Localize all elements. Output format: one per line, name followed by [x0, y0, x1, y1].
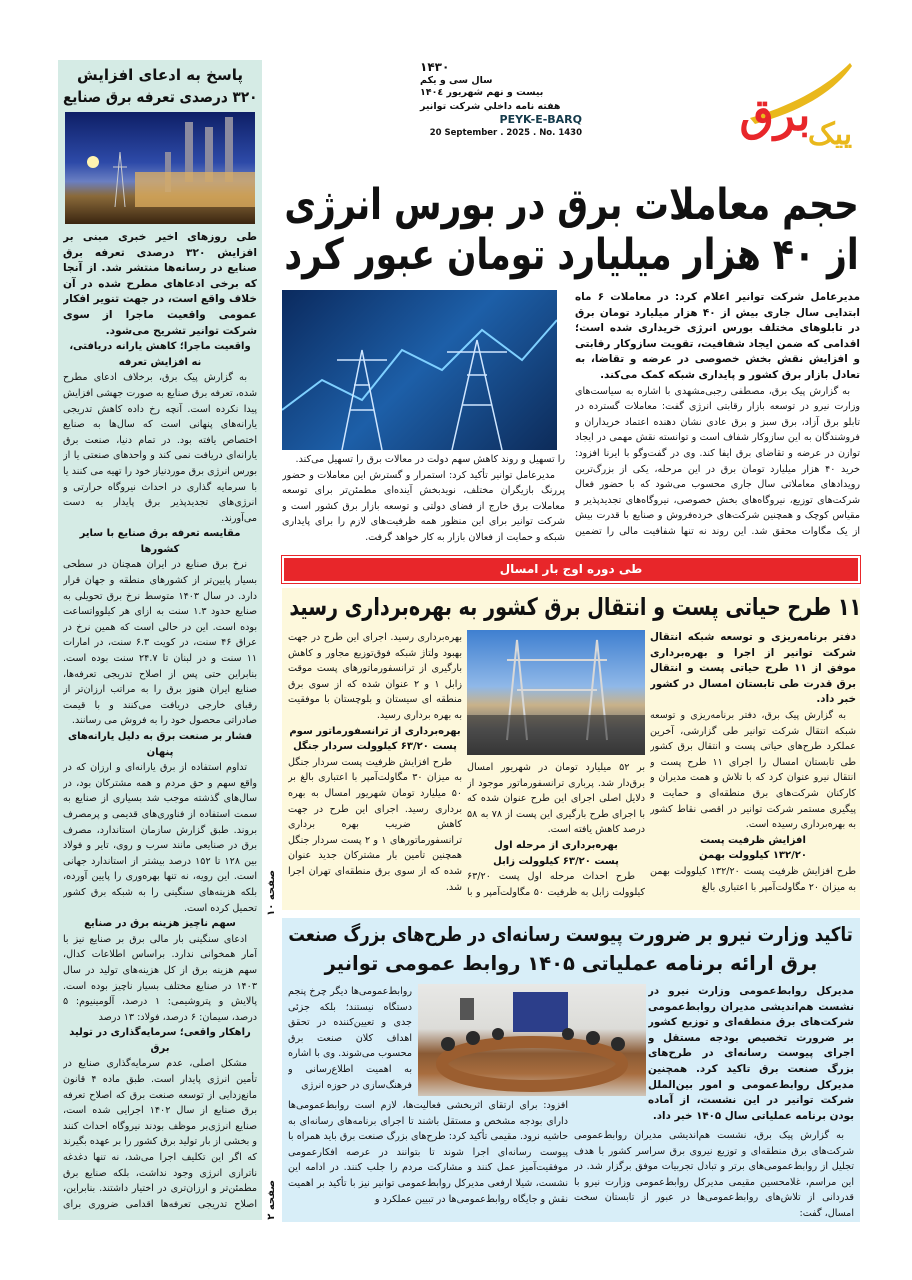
story1-continued-column	[282, 452, 565, 546]
story1-lead-column	[575, 290, 860, 540]
story2-paragraph: طرح افزایش ظرفیت پست ۱۳۲/۲۰ کیلوولت بهمن به میزان ۲۰ مگاولت‌آمپر با اعتباری بالغ	[650, 865, 856, 893]
sidebar-body	[63, 230, 257, 1212]
story2-box	[282, 588, 860, 910]
sidebar-subheading: واقعیت ماجرا؛ کاهش یارانه دریافتی،	[69, 341, 251, 353]
sidebar-article	[58, 60, 262, 1220]
main-headline-line-1: حجم معاملات برق در بورس انرژی	[284, 180, 860, 230]
svg-text:برق: برق	[739, 90, 811, 141]
page-label-2[interactable]: صفحه ۲	[266, 1180, 277, 1220]
date-en: 20 September . 2025 . No. 1430	[429, 128, 582, 138]
date-fa: بیست و نهم شهریور ۱۴۰٤	[420, 87, 544, 98]
main-headline[interactable]	[282, 180, 862, 280]
story3-headline[interactable]	[286, 920, 856, 978]
story2-subheading: بهره‌برداری از مرحله اول	[494, 839, 618, 851]
power-plant-photo	[65, 112, 255, 224]
sidebar-title[interactable]	[62, 64, 258, 108]
sidebar-subheading: سهم ناچیز هزینه برق در صنایع	[84, 918, 236, 930]
sidebar-title-line-2: ۳۲۰ درصدی تعرفه برق صنایع	[62, 88, 258, 106]
conference-table-icon	[418, 984, 646, 1096]
power-towers-photo	[282, 290, 557, 450]
issue-number: ۱۴۳۰	[420, 60, 450, 74]
story2-middle-column	[467, 760, 645, 900]
story2-paragraph: طرح افزایش ظرفیت پست سردار جنگل به میزان ۳۰ مگاولت‌آمپر با اعتباری بالغ بر ۵۰ میلیارد تومان شهریور امسال به بهره برداری رسید. اجرای این طرح در جهت کاهش ضریب بهره برداری ترانسفورماتورهای ۱ و ۲ پست سردار جنگل همچنین تامین بار مشترکان جدید عنوان شده که از سوی برق منطقه‌ای تهران اجرا شد.	[288, 756, 462, 893]
substation-structure-icon	[467, 630, 645, 755]
transmission-tower-icon	[282, 290, 557, 450]
meeting-photo	[418, 984, 646, 1096]
page-label-10[interactable]: صفحه ۱۰	[266, 870, 277, 916]
story3-left-top: روابط‌عمومی‌ها دیگر چرخ پنجم دستگاه نیستند؛ بلکه جزئی جدی و تعیین‌کننده در تحقق اهداف کلان صنعت برق محسوب می‌شوند. وی با اشاره به اهمیت اطلاع‌رسانی و فرهنگ‌سازی در حوزه انرژی	[288, 986, 412, 1091]
story2-right-column	[650, 630, 856, 895]
story2-paragraph: طرح احداث مرحله اول پست ۶۳/۲۰ کیلوولت زابل به ظرفیت ۵۰ مگاولت‌آمپر و با	[467, 871, 645, 898]
story1-body: به گزارش پیک برق، مصطفی رجبی‌مشهدی با اشاره به سیاست‌های وزارت نیرو در توسعه بازار رقابتی انرژی گفت: معاملات گسترده در تابلو برق آزاد، برق سبز و برق عادی نشان دهنده اعتماد خریداران و فروشندگان به این سازوکار شفاف است و توانسته نقش مهمی در ایجاد توازن در عرضه و تقاضای برق ایفا کند. وی در گفت‌وگو با ایرنا افزود: خرید ۴۰ هزار میلیارد تومان برق در این مرحله، یکی از بزرگ‌ترین رویدادهای معاملاتی سال جاری محسوب می‌شود که با حضور فعال شرکت‌های توزیع، نیروگاه‌های بخش خصوصی، نیروگاه‌های تجدیدپذیر و مقیاس کوچک و همچنین شرکت‌های خرده‌فروش و صنایع با قدرت بیش از یک مگاوات محقق شد. این روند نه تنها شفافیت مالی را تضمین	[575, 385, 860, 537]
story3-headline-line-2: برق ارائه برنامه عملیاتی ۱۴۰۵ روابط عمومی توانیر	[324, 952, 818, 975]
story2-subheading: پست ۶۳/۲۰ کیلوولت سردار جنگل	[293, 741, 457, 753]
story2-paragraph: به گزارش پیک برق، دفتر برنامه‌ریزی و توسعه شبکه انتقال شرکت توانیر طی گزارشی، آخرین عملکرد طرح‌های حیاتی پست و انتقال برق کشور طی تابستان امسال را اجرای ۱۱ طرح پست و انتقال نیرو عنوان کرد که با تلاش و همت مدیران و کارکنان شرکت‌های برق منطقه‌ای و حمایت و پیگیری مستمر شرکت توانیر در اقصی نقاط کشور به بهره‌برداری رسیده است.	[650, 709, 856, 831]
story2-headline[interactable]: ۱۱ طرح حیاتی پست و انتقال برق کشور به بهره‌برداری رسید	[289, 593, 861, 621]
story2-lead: دفتر برنامه‌ریزی و توسعه شبکه انتقال شرکت توانیر از اجرا و بهره‌برداری موفق از ۱۱ طرح حیاتی پست و انتقال برق قدرت طی تابستان امسال در کشور خبر داد.	[650, 631, 856, 706]
sidebar-paragraph: مشکل اصلی، عدم سرمایه‌گذاری صنایع در تأمین انرژی پایدار است. طبق ماده ۴ قانون مانع‌زدایی از توسعه صنعت برق که اصلاح تعرفه برق صنایع از سال ۱۴۰۲ اجرایی شده است، صنایع انرژی‌بر موظف بودند نیروگاه احداث کنند و بخشی از بار تولید برق کشور را بر عهده بگیرند که اگر این تکلیف اجرا می‌شد، نه تنها دغدغه ناترازی انرژی وجود نداشت، بلکه صنایع برق مطمئن‌تر و ارزان‌تری در اختیار داشتند. بنابراین، اصلاح تدریجی تعرفه‌ها اقدامی ضروری برای	[63, 1058, 257, 1210]
sidebar-subheading: راهکار واقعی؛ سرمایه‌گذاری در تولید برق	[69, 1027, 251, 1054]
story1-paragraph: مدیرعامل توانیر تأکید کرد: استمرار و گسترش این معاملات و حضور پررنگ بازیگران مختلف، نویدبخش آینده‌ای مطمئن‌تر برای توسعه معاملات برق خارج از فضای دولتی و توسعه بازار برق کشور است و شرکت توانیر برای این منظور همه ظرفیت‌های لازم را برای پایداری شبکه و حمایت از فعالان بازار به کار خواهد گرفت.	[282, 469, 565, 543]
sidebar-paragraph: به گزارش پیک برق، برخلاف ادعای مطرح شده، تعرفه برق صنایع به صورت جهشی افزایش پیدا نکرده است. آنچه رخ داده کاهش تدریجی یارانه‌های پنهانی است که سال‌ها به صنایع اختصاص یافته بود. در تمام دنیا، صنعت برق یارانه‌ای دریافت نمی کند و واحدهای صنعتی یا از بورس انرژی برق موردنیاز خود را تهیه می کنند یا با سرمایه گذاری در احداث نیروگاه حرارتی و انرژی‌های تجدیدپذیر برق پایدار به دست می‌آورند.	[63, 372, 257, 524]
main-headline-line-2: از ۴۰ هزار میلیارد تومان عبور کرد	[284, 230, 860, 280]
power-plant-icon	[65, 112, 255, 224]
sidebar-paragraph: ادعای سنگینی بار مالی برق بر صنایع نیز با آمار همخوانی ندارد. براساس اطلاعات کدال، سهم هزینه برق از کل هزینه‌های تولید در سال ۱۴۰۳ در صنایع مختلف بسیار ناچیز بوده است. پالایش و پتروشیمی: ۱ درصد، آلومینیوم: ۵ درصد، سیمان: ۶ درصد، فولاد: ۱۳ درصد	[63, 933, 257, 1023]
story2-paragraph: بر ۵۲ میلیارد تومان در شهریور امسال برق‌دار شد. پرباری ترانسفورماتور موجود از دلایل اصلی اجرای این طرح عنوان شده که با اجرای طرح بارگیری این پست از ۷۸ به ۵۸ درصد کاهش یافته است.	[467, 762, 645, 836]
story2-left-column	[288, 630, 462, 895]
story2-subheading: ۱۳۲/۲۰ کیلوولت بهمن	[699, 850, 807, 862]
story2-subheading: پست ۶۳/۲۰ کیلوولت زابل	[493, 855, 619, 867]
peyk-e-barq-logo	[680, 58, 855, 148]
sidebar-subheading: فشار بر صنعت برق به دلیل یارانه‌های پنهان	[67, 731, 253, 758]
publication-name: هفته نامه داخلي شركت توانير	[420, 101, 561, 112]
logo-swoosh-icon	[680, 58, 855, 148]
story3-box	[282, 918, 860, 1222]
sidebar-subheading: مقایسه تعرفه برق صنایع با سایر کشورها	[79, 528, 241, 555]
story3-lead: مدیرکل روابط‌عمومی وزارت نیرو در نشست هم‌اندیشی مدیران روابط‌عمومی شرکت‌های برق منطقه‌ای و توزیع کشور بر ضرورت تخصیص بودجه مستقل و اجرای پیوست رسانه‌ای در طرح‌های بزرگ صنعت برق تاکید کرد. همچنین مدیرکل روابط‌عمومی و امور بین‌الملل شرکت توانیر در این نشست، از آماده بودن برنامه عملیاتی سال ۱۴۰۵ خبر داد.	[648, 985, 854, 1122]
sidebar-title-line-1: پاسخ به ادعای افزایش	[77, 66, 243, 84]
year-line: سال سی و یکم	[420, 75, 493, 86]
story3-headline-line-1: تاکید وزارت نیرو بر ضرورت پیوست رسانه‌ای در طرح‌های بزرگ صنعت	[288, 923, 854, 946]
sidebar-lead: طی روزهای اخیر خبری مبنی بر افزایش ۳۲۰ درصدی تعرفه برق صنایع در رسانه‌ها منتشر شد. از آنجا که برخی ادعاهای مطرح شده در آن خلاف واقع است، در جهت تنویر افکار عمومی واقعیت ماجرا از سوی شرکت توانیر تشریح می‌شود.	[63, 231, 257, 337]
story3-left-bottom: افزود: برای ارتقای اثربخشی فعالیت‌ها، لازم است روابط‌عمومی‌ها دارای بودجه مشخص و مستقل باشند تا اجرای برنامه‌های رسانه‌ای به حاشیه نرود. مقیمی تأکید کرد: طرح‌های بزرگ صنعت برق باید همراه با پیوست رسانه‌ای اجرا شوند تا بتوانند در عرصه افکارعمومی موفقیت‌آمیز عمل کنند و مشارکت مردم را جلب کنند. در ادامه این نشست، شیلا ارفعی مدیرکل روابط‌عمومی توانیر نیز با تأکید بر اهمیت نقش و جایگاه روابط‌عمومی‌ها در تبیین عملکرد و	[288, 1100, 568, 1205]
masthead-info	[420, 60, 582, 139]
sidebar-paragraph: نرخ برق صنایع در ایران همچنان در سطحی بسیار پایین‌تر از کشورهای منطقه و جهان قرار دارد. در سال ۱۴۰۳ متوسط نرخ برق تحویلی به صنایع حدود ۱.۳ سنت به ازای هر کیلوواتساعت بوده است. این در حالی است که همین نرخ در عراق ۴۶ سنت، در کویت ۶.۳ سنت، در امارات ۱۱ سنت و در لبنان تا ۲۴.۷ سنت بوده است. بنابراین حتی پس از اصلاح تدریجی تعرفه‌ها، صنایع ایران هنوز برق را به مراتب ارزان‌تر از رقبای خارجی دریافت می‌کنند و با قیمت صادراتی محصول خود را به فروش می رسانند.	[63, 559, 257, 727]
sidebar-subheading: نه افزایش تعرفه	[118, 356, 202, 368]
story3-right-body: به گزارش پیک برق، نشست هم‌اندیشی مدیران روابط‌عمومی شرکت‌های برق منطقه‌ای و توزیع نیروی برق سراسر کشور با هدف تجلیل از روابط‌عمومی‌های برتر و تبادل تجربیات موفق برگزار شد. در این مراسم، غلامحسین مقیمی مدیرکل روابط‌عمومی وزارت نیرو با قدردانی از تلاش‌های روابط‌عمومی‌ها در عبور از تابستان سخت امسال، گفت:	[574, 1130, 854, 1219]
latin-name: PEYK-E-BARQ	[499, 113, 582, 126]
story1-lead: مدیرعامل شرکت توانیر اعلام کرد: در معاملات ۶ ماه ابتدایی سال جاری بیش از ۴۰ هزار میلیارد تومان برق در تابلوهای مختلف بورس انرژی خریداری شده است؛ اقدامی که ضمن ایجاد شفافیت، تقویت سازوکار رقابتی و افزایش نقش بخش خصوصی در عرضه و تقاضا، به تعادل بازار برق کشور و پایداری شبکه کمک می‌کند.	[575, 291, 860, 381]
substation-photo	[467, 630, 645, 755]
svg-text:پیک: پیک	[807, 117, 853, 148]
story1-paragraph: را تسهیل و روند کاهش سهم دولت در معالات برق را تسهیل می‌کند.	[295, 454, 565, 465]
story2-subheading: افزایش ظرفیت پست	[700, 834, 806, 846]
kicker-banner: طی دوره اوج بار امسال	[282, 556, 860, 583]
story2-subheading: بهره‌برداری از ترانسفورماتور سوم	[289, 725, 461, 737]
sidebar-paragraph: تداوم استفاده از برق یارانه‌ای و ارزان که در واقع سهم و حق مردم و همه مشترکان بود، در سال‌های گذشته موجب شد بسیاری از صنایع به سمت استفاده از فناوری‌های قدیمی و پرمصرف بروند. طبق گزارش سازمان استاندارد، مصرف برق در صنایعی مانند سرب و روی، تایر و فولاد بین ۱۲۸ تا ۱۵۲ درصد بیشتر از استاندارد جهانی است. این رویه، نه تنها بهره‌وری را پایین آورده، بلکه هزینه‌های سنگینی را به شبکه برق کشور تحمیل کرده است.	[63, 762, 257, 914]
story2-paragraph: بهره‌برداری رسید. اجرای این طرح در جهت بهبود ولتاژ شبکه فوق‌توزیع مجاور و کاهش بارگیری از ترانسفورماتورهای پست موقت زابل ۱ و ۲ عنوان شده که از سوی برق منطقه ای سیستان و بلوچستان با موفقیت به بهره برداری رسید.	[288, 632, 462, 721]
